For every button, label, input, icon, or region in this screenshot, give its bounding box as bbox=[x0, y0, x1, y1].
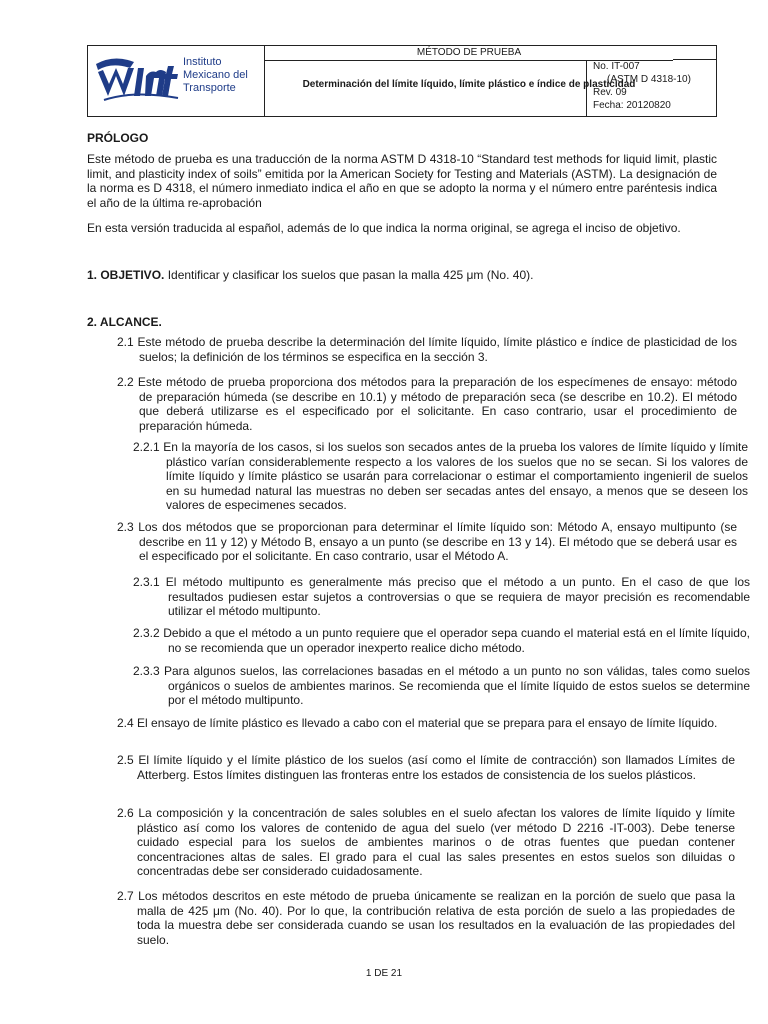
alcance-heading: 2. ALCANCE. bbox=[87, 315, 162, 329]
alcance-item-2-2: 2.2 Este método de prueba proporciona dos métodos para la preparación de los especímenes de ensayo: método de preparación húmeda (se describe en 10.1) y método de preparación seca (se describe en 10.2). El método que deberá utilizarse es el especificado por el solicitante. En caso contrario, usar el procedimiento de preparación húmeda. bbox=[117, 375, 737, 433]
doc-info bbox=[586, 60, 716, 116]
alcance-item-2-1: 2.1 Este método de prueba describe la determinación del límite líquido, límite plástico e índice de plasticidad de los suelos; la definición de los términos se especifica en la sección 3. bbox=[117, 335, 737, 364]
objetivo-label: 1. OBJETIVO. bbox=[87, 268, 165, 282]
doc-number: No. IT-007 bbox=[593, 61, 640, 72]
doc-astm: (ASTM D 4318-10) bbox=[607, 74, 691, 85]
org-line-3: Transporte bbox=[183, 82, 236, 94]
prologo-heading: PRÓLOGO bbox=[87, 131, 149, 145]
header-table bbox=[87, 45, 717, 117]
prologo-paragraph-2: En esta versión traducida al español, además de lo que indica la norma original, se agrega el inciso de objetivo. bbox=[87, 221, 681, 235]
alcance-item-2-7: 2.7 Los métodos descritos en este método de prueba únicamente se realizan en la porción de suelo que pasa la malla de 425 μm (No. 40). Por lo que, la contribución relativa de esta porción de suelo a las propiedades de toda la muestra debe ser considerada cuando se usan los resultados en la evaluación de las propiedades del suelo. bbox=[117, 889, 735, 947]
alcance-item-2-3: 2.3 Los dos métodos que se proporcionan para determinar el límite líquido son: Método A, ensayo multipunto (se describe en 11 y 12) y Método B, ensayo a un punto (se describe en 13 y 14). El método que se deberá usar es el especificado por el solicitante. En caso contrario, usar el Método A. bbox=[117, 520, 737, 564]
org-line-1: Instituto bbox=[183, 56, 222, 68]
alcance-item-2-4: 2.4 El ensayo de límite plástico es llevado a cabo con el material que se prepara para el ensayo de límite líquido. bbox=[117, 716, 718, 730]
alcance-item-2-6: 2.6 La composición y la concentración de sales solubles en el suelo afectan los valores de límite líquido y límite plástico así como los valores de contenido de agua del suelo (ver método D 2216 -IT-003). Debe tenerse cuidado especial para los suelos de ambientes marinos o de otras fuentes que puedan contener concentraciones altas de sales. El grado para el cual las sales presentes en estos suelos son diluidas o concentradas debe ser considerado cuidadosamente. bbox=[117, 806, 735, 879]
objetivo-section bbox=[87, 268, 717, 283]
doc-type: MÉTODO DE PRUEBA bbox=[265, 46, 673, 61]
org-name bbox=[183, 56, 248, 95]
imt-logo-icon bbox=[94, 54, 180, 104]
objetivo-text: Identificar y clasificar los suelos que pasan la malla 425 μm (No. 40). bbox=[164, 268, 534, 282]
doc-date: Fecha: 20120820 bbox=[593, 100, 671, 111]
alcance-item-2-3-3: 2.3.3 Para algunos suelos, las correlaciones basadas en el método a un punto no son válidas, tales como suelos orgánicos o suelos de ambientes marinos. Se recomienda que el límite líquido de estos suelos se determine por el método multipunto. bbox=[133, 664, 750, 708]
doc-revision: Rev. 09 bbox=[593, 87, 627, 98]
doc-title: Determinación del límite líquido, límite plástico e índice de plasticidad bbox=[302, 79, 636, 90]
org-line-2: Mexicano del bbox=[183, 69, 248, 81]
page-number: 1 DE 21 bbox=[365, 968, 403, 979]
logo-cell bbox=[88, 46, 265, 116]
alcance-item-2-5: 2.5 El límite líquido y el límite plástico de los suelos (así como el límite de contracción) son llamados Límites de Atterberg. Estos límites distinguen las fronteras entre los estados de consistencia de los suelos plásticos. bbox=[117, 753, 735, 782]
alcance-item-2-3-1: 2.3.1 El método multipunto es generalmente más preciso que el método a un punto. En el caso de que los resultados pudiesen estar sujetos a controversias o que se requiera de mayor precisión es recomendable utilizar el método multipunto. bbox=[133, 575, 750, 619]
alcance-item-2-3-2: 2.3.2 Debido a que el método a un punto requiere que el operador sepa cuando el material está en el límite líquido, no se recomienda que un operador inexperto realice dicho método. bbox=[133, 626, 750, 655]
alcance-item-2-2-1: 2.2.1 En la mayoría de los casos, si los suelos son secados antes de la prueba los valores de límite líquido y límite plástico varían considerablemente respecto a los valores de los suelos que no se secan. Si los valores de límite líquido y límite plástico se usarán para correlacionar o estimar el comportamiento ingenieril de suelos en su humedad natural las muestras no deben ser secadas antes del ensayo, a menos que se deseen los valores de especimenes secados. bbox=[133, 440, 748, 513]
prologo-paragraph-1: Este método de prueba es una traducción de la norma ASTM D 4318-10 “Standard test methods for liquid limit, plastic limit, and plasticity index of soils” emitida por la American Society for Testing and Materials (ASTM). La designación de la norma es D 4318, el número inmediato indica el año en que se adopto la norma y el número entre paréntesis indica el año de la última re-aprobación bbox=[87, 152, 717, 210]
